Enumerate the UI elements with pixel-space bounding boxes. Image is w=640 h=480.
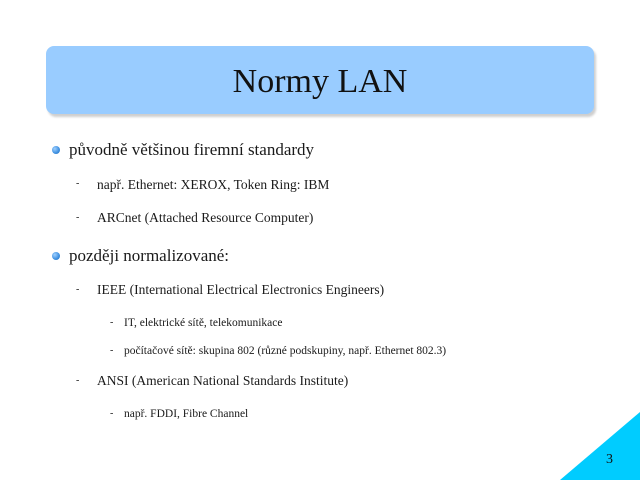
page-number: 3: [606, 452, 613, 467]
bullet-text: později normalizované:: [69, 246, 230, 265]
sub-sub-bullet-text: např. FDDI, Fibre Channel: [124, 408, 249, 420]
bullet-text: původně většinou firemní standardy: [69, 140, 315, 159]
sub-sub-bullet-text: počítačové sítě: skupina 802 (různé podskupiny, např. Ethernet 802.3): [124, 345, 447, 357]
slide-title: Normy LAN: [232, 63, 408, 100]
dash-bullet-icon: -: [110, 408, 114, 419]
sub-bullet-text: ARCnet (Attached Resource Computer): [97, 210, 314, 225]
dash-bullet-icon: -: [76, 212, 80, 223]
sub-sub-bullet-text: IT, elektrické sítě, telekomunikace: [124, 317, 283, 329]
dash-bullet-icon: -: [110, 345, 114, 356]
sub-bullet-text: ANSI (American National Standards Institute): [97, 373, 349, 388]
dash-bullet-icon: -: [76, 284, 80, 295]
dash-bullet-icon: -: [110, 317, 114, 328]
sub-bullet-text: např. Ethernet: XEROX, Token Ring: IBM: [97, 177, 330, 192]
dash-bullet-icon: -: [76, 178, 80, 189]
bullet-dot-icon: [52, 252, 60, 260]
sub-bullet-text: IEEE (International Electrical Electronics Engineers): [97, 282, 385, 297]
title-box: [46, 46, 594, 114]
dash-bullet-icon: -: [76, 375, 80, 386]
bullet-dot-icon: [52, 146, 60, 154]
corner-accent: [560, 412, 640, 480]
